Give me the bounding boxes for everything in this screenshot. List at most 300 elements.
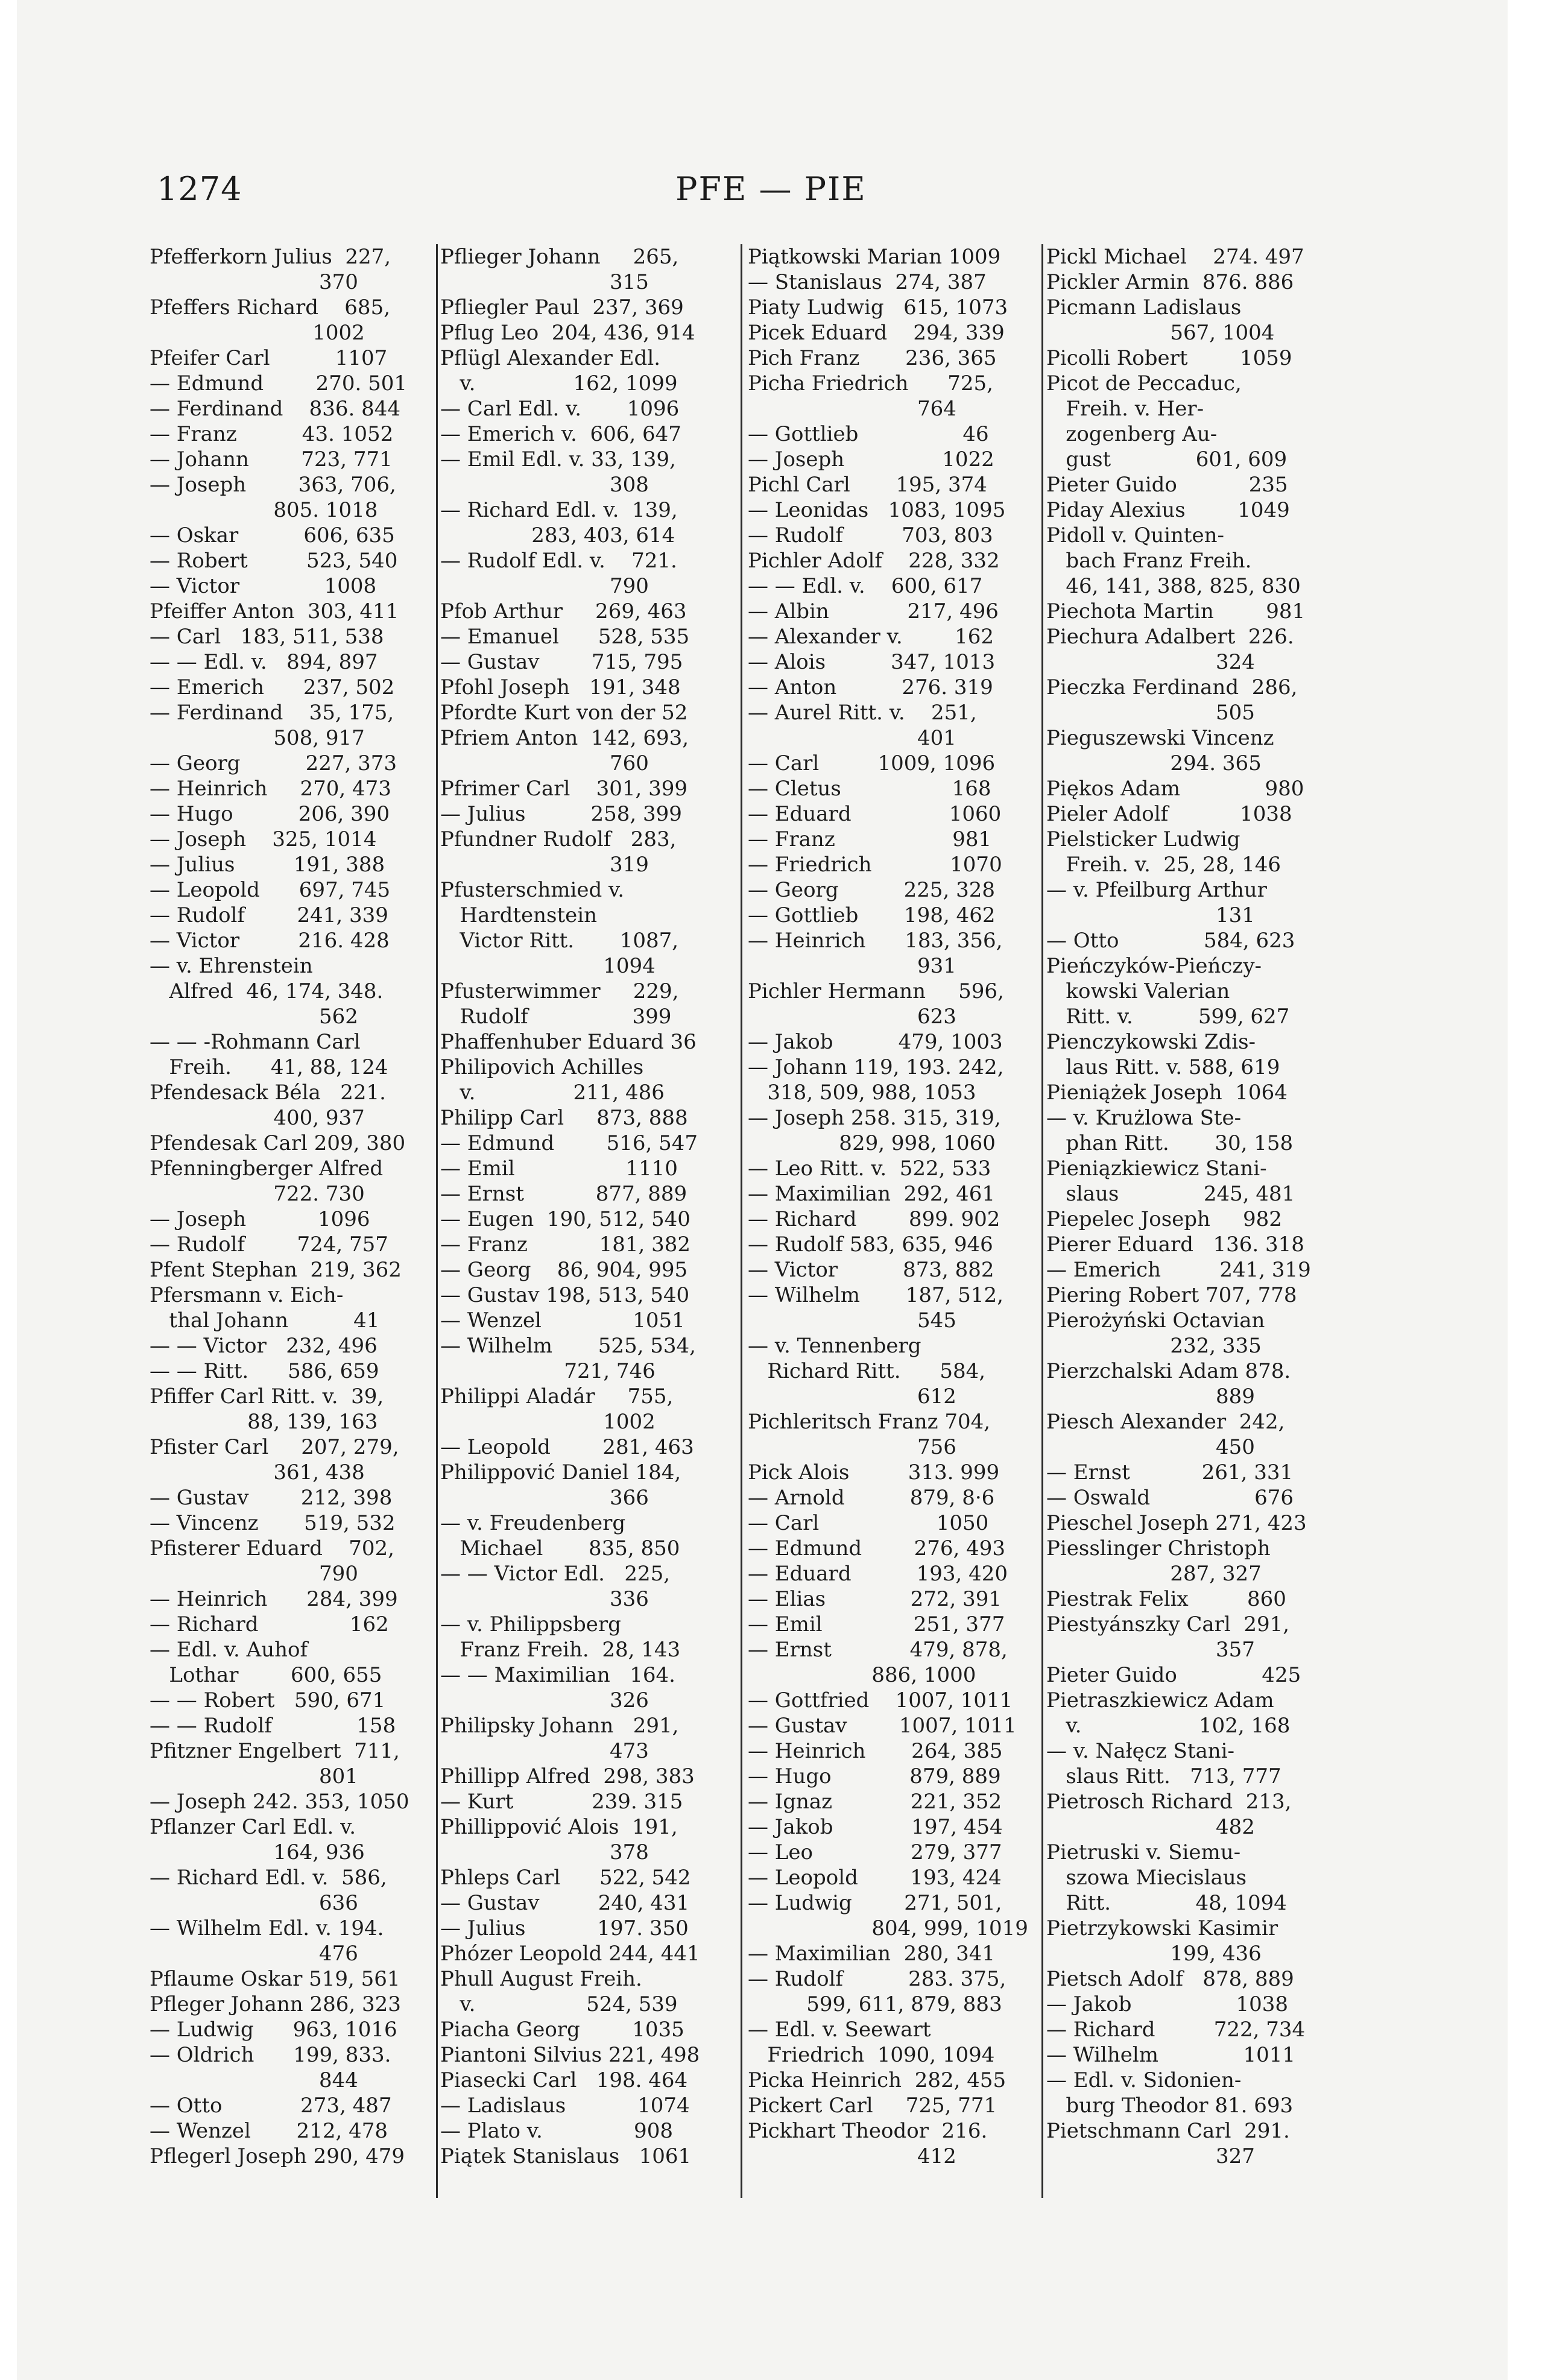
index-entry: — Eugen 190, 512, 540 [440,1207,690,1231]
index-entry: 370 [150,270,358,294]
index-entry: v. 162, 1099 [440,371,678,396]
index-entry: 400, 937 [150,1106,365,1130]
index-entry: 801 [150,1764,358,1788]
index-entry: 804, 999, 1019 [748,1916,1028,1940]
index-entry: 931 [748,954,956,978]
index-entry: Philipp Carl 873, 888 [440,1106,688,1130]
page-number: 1274 [157,170,242,208]
index-entry: v. 211, 486 [440,1081,665,1105]
index-entry: Pfusterwimmer 229, [440,979,679,1003]
index-entry: — Robert 523, 540 [150,549,398,573]
index-entry: — Richard Edl. v. 139, [440,498,678,522]
index-entry: — Gustav 715, 795 [440,650,683,674]
index-entry: 505 [1046,701,1255,725]
index-entry: Piesch Alexander 242, [1046,1410,1285,1434]
index-entry: — Maximilian 280, 341 [748,1942,995,1966]
index-entry: — Wenzel 1051 [440,1308,685,1333]
index-entry: Piantoni Silvius 221, 498 [440,2043,700,2067]
index-entry: Piering Robert 707, 778 [1046,1283,1297,1307]
index-entry: — Richard 162 [150,1612,389,1637]
index-entry: — Joseph 363, 706, [150,473,396,497]
index-entry: — Franz 981 [748,827,992,851]
index-entry: Philippović Daniel 184, [440,1460,681,1485]
index-entry: — Ladislaus 1074 [440,2094,690,2118]
index-entry: — Wilhelm 1011 [1046,2043,1296,2067]
index-entry: Piepelec Joseph 982 [1046,1207,1282,1231]
index-entry: — v. Nałęcz Stani- [1046,1739,1235,1763]
index-entry: 88, 139, 163 [150,1410,378,1434]
index-entry: — Ignaz 221, 352 [748,1790,1002,1814]
index-entry: Pierożyński Octavian [1046,1308,1265,1333]
index-entry: — v. Philippsberg [440,1612,621,1637]
index-entry: — Ernst 261, 331 [1046,1460,1294,1485]
index-entry: — Ernst 479, 878, [748,1638,1008,1662]
index-entry: Pfliegler Paul 237, 369 [440,295,684,320]
index-entry: Pietschmann Carl 291. [1046,2119,1290,2143]
index-entry: — Emil 1110 [440,1157,678,1181]
index-entry: Pidoll v. Quinten- [1046,523,1225,548]
index-entry: Philipsky Johann 291, [440,1714,679,1738]
index-entry: — Wilhelm Edl. v. 194. [150,1916,384,1940]
index-entry: 612 [748,1384,956,1409]
index-entry: Pfitzner Engelbert 711, [150,1739,400,1763]
index-entry: Pieter Guido 235 [1046,473,1288,497]
index-entry: — — Rudolf 158 [150,1714,396,1738]
index-entry: Piękos Adam 980 [1046,777,1304,801]
index-entry: — — Ritt. 586, 659 [150,1359,379,1383]
index-entry: Pierzchalski Adam 878. [1046,1359,1291,1383]
index-entry: — v. Ehrenstein [150,954,313,978]
index-entry: — Richard Edl. v. 586, [150,1866,387,1890]
index-entry: 366 [440,1486,649,1510]
index-entry: v. 524, 539 [440,1992,678,2016]
index-entry: Lothar 600, 655 [150,1663,382,1687]
index-entry: — v. Freudenberg [440,1511,626,1535]
index-entry: — Alexander v. 162 [748,625,994,649]
index-entry: Phaffenhuber Eduard 36 [440,1030,697,1054]
index-entry: — Gottlieb 46 [748,422,989,446]
index-entry: 315 [440,270,649,294]
index-entry: Pfenningberger Alfred [150,1157,384,1181]
index-entry: — Johann 723, 771 [150,447,393,472]
index-entry: 760 [440,751,649,775]
index-entry: Pietruski v. Siemu- [1046,1840,1241,1864]
index-entry: Phillipp Alfred 298, 383 [440,1764,695,1788]
index-entry: 319 [440,853,649,877]
index-entry: Pietsch Adolf 878, 889 [1046,1967,1294,1991]
index-entry: Pfent Stephan 219, 362 [150,1258,402,1282]
index-entry: Pienczykowski Zdis- [1046,1030,1256,1054]
index-entry: 324 [1046,650,1255,674]
index-entry: Phillippović Alois 191, [440,1815,678,1839]
index-entry: — Gustav 1007, 1011 [748,1714,1017,1738]
index-entry: Pfersmann v. Eich- [150,1283,344,1307]
index-entry: — Carl 1009, 1096 [748,751,996,775]
index-entry: — Otto 584, 623 [1046,929,1295,953]
index-entry: — Rudolf Edl. v. 721. [440,549,677,573]
index-entry: Piaty Ludwig 615, 1073 [748,295,1008,320]
index-entry: Pieniążek Joseph 1064 [1046,1081,1288,1105]
index-entry: Pflegerl Joseph 290, 479 [150,2144,405,2168]
index-entry: 46, 141, 388, 825, 830 [1046,574,1301,598]
index-entry: Pflanzer Carl Edl. v. [150,1815,356,1839]
index-entry: Pfrimer Carl 301, 399 [440,777,688,801]
index-entry: slaus 245, 481 [1046,1182,1295,1206]
index-entry: — Maximilian 292, 461 [748,1182,995,1206]
index-entry: Phózer Leopold 244, 441 [440,1942,700,1966]
index-entry: — Oskar 606, 635 [150,523,395,548]
index-entry: Pickhart Theodor 216. [748,2119,988,2143]
index-entry: — Edl. v. Auhof [150,1638,308,1662]
index-entry: Pick Alois 313. 999 [748,1460,1000,1485]
index-entry: Ritt. 48, 1094 [1046,1891,1287,1915]
index-entry: Pichl Carl 195, 374 [748,473,987,497]
index-entry: Piday Alexius 1049 [1046,498,1290,522]
index-entry: Pielsticker Ludwig [1046,827,1240,851]
index-entry: — Oswald 676 [1046,1486,1294,1510]
index-entry: burg Theodor 81. 693 [1046,2094,1294,2118]
index-entry: Franz Freih. 28, 143 [440,1638,681,1662]
index-entry: Pieguszewski Vincenz [1046,726,1274,750]
index-entry: 844 [150,2068,358,2092]
index-entry: 805. 1018 [150,498,378,522]
index-column-4 [1046,244,1348,2198]
index-entry: 721, 746 [440,1359,656,1383]
index-entry: Pfohl Joseph 191, 348 [440,675,681,699]
index-entry: Pfeiffer Anton 303, 411 [150,599,399,623]
index-entry: 1002 [440,1410,656,1434]
index-entry: Picek Eduard 294, 339 [748,321,1005,345]
index-entry: Pfiffer Carl Ritt. v. 39, [150,1384,384,1409]
index-entry: — Aurel Ritt. v. 251, [748,701,977,725]
index-entry: Pfeffers Richard 685, [150,295,391,320]
index-entry: — Eduard 1060 [748,802,1002,826]
index-entry: — Rudolf 583, 635, 946 [748,1233,993,1257]
index-entry: — Gustav 212, 398 [150,1486,393,1510]
index-entry: 336 [440,1587,649,1611]
index-entry: — Franz 181, 382 [440,1233,691,1257]
index-entry: 450 [1046,1435,1255,1459]
index-entry: — Edl. v. Sidonien- [1046,2068,1242,2092]
index-entry: Pichler Hermann 596, [748,979,1004,1003]
index-entry: kowski Valerian [1046,979,1230,1003]
index-entry: Victor Ritt. 1087, [440,929,679,953]
index-entry: — Hugo 206, 390 [150,802,390,826]
index-entry: 599, 611, 879, 883 [748,1992,1002,2016]
index-entry: — — Edl. v. 894, 897 [150,650,378,674]
index-entry: — Johann 119, 193. 242, [748,1055,1004,1079]
index-entry: 1002 [150,321,365,345]
index-entry: — Rudolf 283. 375, [748,1967,1006,1991]
index-entry: — Victor 216. 428 [150,929,390,953]
index-entry: slaus Ritt. 713, 777 [1046,1764,1281,1788]
index-entry: Freih. v. 25, 28, 146 [1046,853,1281,877]
index-entry: — Hugo 879, 889 [748,1764,1001,1788]
index-entry: Pietrzykowski Kasimir [1046,1916,1278,1940]
index-entry: 412 [748,2144,956,2168]
index-entry: laus Ritt. v. 588, 619 [1046,1055,1280,1079]
index-entry: — Julius 258, 399 [440,802,682,826]
index-entry: — Leopold 697, 745 [150,878,391,902]
index-entry: — v. Pfeilburg Arthur [1046,878,1267,902]
index-entry: Pfleger Johann 286, 323 [150,1992,401,2016]
index-entry: — Jakob 479, 1003 [748,1030,1003,1054]
index-columns [0,244,1542,2198]
index-entry: — Ludwig 963, 1016 [150,2018,397,2042]
index-entry: Pfordte Kurt von der 52 [440,701,688,725]
index-entry: Piątek Stanislaus 1061 [440,2144,692,2168]
index-entry: — — Maximilian 164. [440,1663,675,1687]
index-entry: — Wenzel 212, 478 [150,2119,388,2143]
index-entry: Rudolf 399 [440,1005,672,1029]
index-entry: — — Robert 590, 671 [150,1688,386,1712]
index-column-2 [440,244,735,2198]
index-entry: — Emil 251, 377 [748,1612,1005,1637]
index-entry: — Kurt 239. 315 [440,1790,683,1814]
index-entry: — Ferdinand 35, 175, [150,701,394,725]
index-entry: — v. Krużlowa Ste- [1046,1106,1242,1130]
index-entry: 545 [748,1308,956,1333]
index-entry: Pflügl Alexander Edl. [440,346,661,370]
index-entry: Picot de Peccaduc, [1046,371,1242,396]
index-entry: — Franz 43. 1052 [150,422,394,446]
index-entry: — Edmund 276, 493 [748,1536,1006,1561]
index-entry: — Vincenz 519, 532 [150,1511,396,1535]
index-entry: — Julius 197. 350 [440,1916,689,1940]
index-entry: 294. 365 [1046,751,1262,775]
index-entry: Pieter Guido 425 [1046,1663,1301,1687]
index-entry: — — Victor 232, 496 [150,1334,378,1358]
index-entry: 1094 [440,954,656,978]
index-entry: Piestrak Felix 860 [1046,1587,1286,1611]
index-entry: — Emanuel 528, 535 [440,625,690,649]
index-entry: — Edmund 516, 547 [440,1131,698,1155]
index-entry: — Richard 722, 734 [1046,2018,1306,2042]
index-entry: — Leo 279, 377 [748,1840,1002,1864]
index-entry: Pfriem Anton 142, 693, [440,726,689,750]
index-entry: — Edmund 270. 501 [150,371,408,396]
index-entry: Pfundner Rudolf 283, [440,827,677,851]
index-entry: gust 601, 609 [1046,447,1288,472]
index-entry: Pfendesack Béla 221. [150,1081,386,1105]
index-entry: — Leopold 281, 463 [440,1435,694,1459]
index-entry: — Georg 225, 328 [748,878,996,902]
index-entry: 508, 917 [150,726,365,750]
index-entry: Freih. v. Her- [1046,397,1204,421]
index-entry: Philippi Aladár 755, [440,1384,674,1409]
index-entry: 308 [440,473,649,497]
index-entry: — Carl 1050 [748,1511,989,1535]
index-entry: 361, 438 [150,1460,365,1485]
index-entry: — Gustav 240, 431 [440,1891,690,1915]
index-entry: 636 [150,1891,358,1915]
index-entry: Phull August Freih. [440,1967,642,1991]
index-entry: — Jakob 1038 [1046,1992,1288,2016]
index-entry: — Eduard 193, 420 [748,1562,1008,1586]
index-column-3 [748,244,1037,2198]
index-entry: Pflaume Oskar 519, 561 [150,1967,400,1991]
index-entry: Pickler Armin 876. 886 [1046,270,1294,294]
index-entry: v. 102, 168 [1046,1714,1291,1738]
index-entry: — Jakob 197, 454 [748,1815,1003,1839]
index-entry: — Wilhelm 525, 534, [440,1334,696,1358]
index-entry: thal Johann 41 [150,1308,380,1333]
index-entry: 482 [1046,1815,1255,1839]
index-entry: — Gustav 198, 513, 540 [440,1283,690,1307]
index-entry: 567, 1004 [1046,321,1275,345]
index-entry: — Alois 347, 1013 [748,650,996,674]
index-entry: — Carl 183, 511, 538 [150,625,384,649]
index-entry: Philipovich Achilles [440,1055,644,1079]
index-entry: — Emil Edl. v. 33, 139, [440,447,676,472]
index-entry: 756 [748,1435,956,1459]
index-entry: Picolli Robert 1059 [1046,346,1292,370]
index-entry: — Arnold 879, 8·6 [748,1486,995,1510]
index-entry: 886, 1000 [748,1663,976,1687]
index-entry: Pfendesak Carl 209, 380 [150,1131,406,1155]
index-entry: — Joseph 1096 [150,1207,370,1231]
index-entry: Pfister Carl 207, 279, [150,1435,399,1459]
index-entry: 722. 730 [150,1182,365,1206]
index-entry: — Heinrich 284, 399 [150,1587,398,1611]
index-entry: Pieczka Ferdinand 286, [1046,675,1298,699]
index-entry: 283, 403, 614 [440,523,675,548]
index-entry: — Friedrich 1070 [748,853,1002,877]
index-entry: 232, 335 [1046,1334,1262,1358]
index-entry: — Albin 217, 496 [748,599,999,623]
index-entry: — Edl. v. Seewart [748,2018,931,2042]
index-entry: Phleps Carl 522, 542 [440,1866,691,1890]
index-entry: — Joseph 258. 315, 319, [748,1106,1001,1130]
index-entry: 473 [440,1739,649,1763]
index-entry: — Ernst 877, 889 [440,1182,687,1206]
index-entry: — Plato v. 908 [440,2119,673,2143]
index-entry: 357 [1046,1638,1255,1662]
index-entry: Piacha Georg 1035 [440,2018,684,2042]
index-entry: 327 [1046,2144,1255,2168]
index-entry: — Rudolf 724, 757 [150,1233,388,1257]
index-entry: Pieniązkiewicz Stani- [1046,1157,1267,1181]
index-entry: — Georg 227, 373 [150,751,397,775]
index-entry: Pichler Adolf 228, 332 [748,549,1000,573]
index-entry: — Stanislaus 274, 387 [748,270,987,294]
index-entry: Pfob Arthur 269, 463 [440,599,687,623]
index-entry: zogenberg Au- [1046,422,1218,446]
index-entry: 318, 509, 988, 1053 [748,1081,976,1105]
index-entry: Pierer Eduard 136. 318 [1046,1233,1304,1257]
index-entry: — Heinrich 270, 473 [150,777,391,801]
index-entry: 764 [748,397,956,421]
index-entry: 401 [748,726,956,750]
index-entry: Pflieger Johann 265, [440,245,679,269]
index-entry: — Leonidas 1083, 1095 [748,498,1006,522]
page-header [0,170,1542,224]
index-entry: Piechota Martin 981 [1046,599,1306,623]
index-entry: — Gottlieb 198, 462 [748,903,996,927]
index-entry: 562 [150,1005,358,1029]
index-entry: — Elias 272, 391 [748,1587,1002,1611]
index-entry: 287, 327 [1046,1562,1262,1586]
index-entry: 790 [440,574,649,598]
index-entry: Pich Franz 236, 365 [748,346,997,370]
index-entry: Picmann Ladislaus [1046,295,1242,320]
index-entry: Pfusterschmied v. [440,878,625,902]
index-entry: 378 [440,1840,649,1864]
index-entry: — Leopold 193, 424 [748,1866,1002,1890]
running-head: PFE — PIE [675,170,867,208]
index-entry: — Georg 86, 904, 995 [440,1258,688,1282]
index-entry: Pietrosch Richard 213, [1046,1790,1292,1814]
index-entry: 790 [150,1562,358,1586]
index-entry: Alfred 46, 174, 348. [150,979,384,1003]
index-entry: Pieńczyków-Pieńczy- [1046,954,1262,978]
index-entry: — Joseph 1022 [748,447,994,472]
index-entry: Richard Ritt. 584, [748,1359,986,1383]
index-entry: — Julius 191, 388 [150,853,385,877]
index-entry: — v. Tennenberg [748,1334,921,1358]
index-entry: — Carl Edl. v. 1096 [440,397,680,421]
index-entry: Pickl Michael 274. 497 [1046,245,1304,269]
index-entry: Hardtenstein [440,903,598,927]
index-entry: Pfeifer Carl 1107 [150,346,388,370]
index-entry: — Leo Ritt. v. 522, 533 [748,1157,991,1181]
index-entry: — Heinrich 264, 385 [748,1739,1003,1763]
index-entry: — Joseph 325, 1014 [150,827,377,851]
index-entry: Pieler Adolf 1038 [1046,802,1292,826]
index-entry: 829, 998, 1060 [748,1131,996,1155]
index-entry: Pflug Leo 204, 436, 914 [440,321,695,345]
index-entry: Piestyánszky Carl 291, [1046,1612,1290,1637]
index-entry: 199, 436 [1046,1942,1262,1966]
index-entry: Piechura Adalbert 226. [1046,625,1294,649]
index-entry: — — Edl. v. 600, 617 [748,574,983,598]
index-entry: — Rudolf 703, 803 [748,523,993,548]
index-entry: — Richard 899. 902 [748,1207,1000,1231]
index-entry: phan Ritt. 30, 158 [1046,1131,1294,1155]
index-entry: — Otto 273, 487 [150,2094,392,2118]
index-entry: — Anton 276. 319 [748,675,993,699]
index-entry: 889 [1046,1384,1255,1409]
index-entry: — Gottfried 1007, 1011 [748,1688,1013,1712]
index-entry: Picha Friedrich 725, [748,371,993,396]
index-entry: — Emerich 241, 319 [1046,1258,1311,1282]
index-entry: Pfefferkorn Julius 227, [150,245,391,269]
index-entry: 326 [440,1688,649,1712]
index-entry: Freih. 41, 88, 124 [150,1055,388,1079]
index-entry: Ritt. v. 599, 627 [1046,1005,1290,1029]
index-entry: 476 [150,1942,358,1966]
index-entry: — Joseph 242. 353, 1050 [150,1790,409,1814]
index-entry: Pfisterer Eduard 702, [150,1536,394,1561]
index-entry: Friedrich 1090, 1094 [748,2043,995,2067]
index-entry: 131 [1046,903,1255,927]
index-entry: — — Victor Edl. 225, [440,1562,671,1586]
index-entry: bach Franz Freih. [1046,549,1252,573]
index-entry: 164, 936 [150,1840,365,1864]
index-entry: szowa Miecislaus [1046,1866,1247,1890]
index-entry: — Ferdinand 836. 844 [150,397,401,421]
index-entry: Piasecki Carl 198. 464 [440,2068,688,2092]
index-entry: — Ludwig 271, 501, [748,1891,1002,1915]
index-column-1 [150,244,433,2198]
index-entry: — Victor 873, 882 [748,1258,994,1282]
index-entry: — Rudolf 241, 339 [150,903,388,927]
index-entry: Pickert Carl 725, 771 [748,2094,997,2118]
index-entry: Picka Heinrich 282, 455 [748,2068,1006,2092]
index-entry: — Emerich 237, 502 [150,675,395,699]
index-entry: 623 [748,1005,956,1029]
index-entry: Pichleritsch Franz 704, [748,1410,991,1434]
